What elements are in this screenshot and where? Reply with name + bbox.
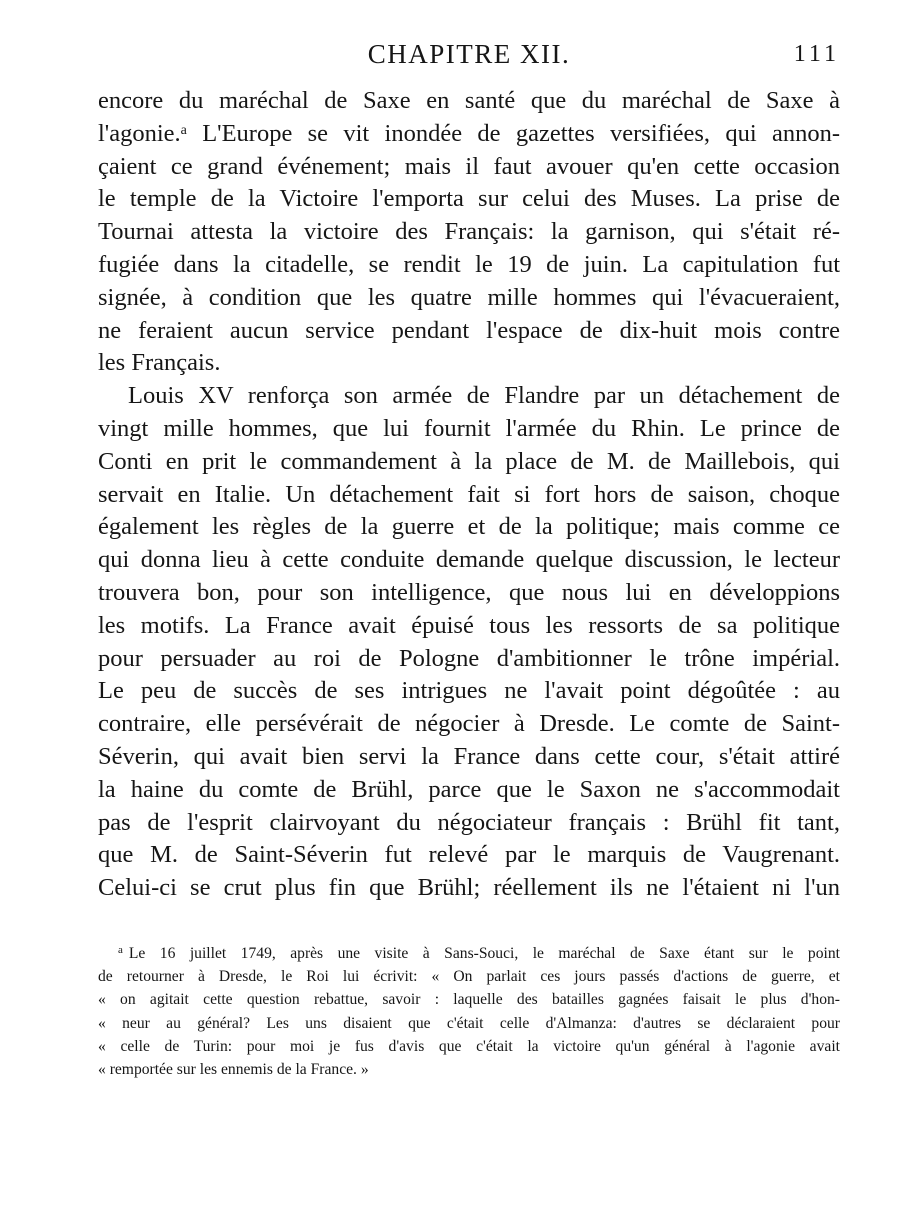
text-line: Le peu de succès de ses intrigues ne l'avait point dégoûtée : au <box>98 677 840 705</box>
footnote-line: « remportée sur les ennemis de la France. » <box>98 1060 369 1078</box>
text-line: contraire, elle persévérait de négocier à Dresde. Le comte de Saint- <box>98 710 840 738</box>
footnote-line: $^a$ Le 16 juillet 1749, après une visite à Sans-Souci, le maréchal de Saxe étant sur le point <box>118 944 840 962</box>
footnote-line: de retourner à Dresde, le Roi lui écrivit: « On parlait ces jours passés d'actions de guerre, et <box>98 968 840 986</box>
footnote-line: « neur au général? Les uns disaient que c'était celle d'Almanza: d'autres se déclaraient pour <box>98 1014 840 1032</box>
page-number: 111 <box>793 41 840 67</box>
text-line: signée, à condition que les quatre mille hommes qui l'évacueraient, <box>98 283 840 311</box>
text-line: le temple de la Victoire l'emporta sur celui des Muses. La prise de <box>98 185 840 213</box>
paragraph-start-line: Louis XV renforça son armée de Flandre par un détachement de <box>128 382 840 410</box>
text-line: Tournai attesta la victoire des Français: la garnison, qui s'était ré- <box>98 218 840 246</box>
text-line: trouvera bon, pour son intelligence, que nous lui en développions <box>98 578 840 606</box>
main-text <box>98 85 840 905</box>
footnote-label: a <box>118 944 123 956</box>
running-head <box>98 34 840 74</box>
text-line: ne feraient aucun service pendant l'espace de dix-huit mois contre <box>98 316 840 344</box>
text-line: vingt mille hommes, que lui fournit l'armée du Rhin. Le prince de <box>98 414 840 442</box>
footnote-reference[interactable]: a <box>180 122 187 138</box>
text-line: les motifs. La France avait épuisé tous les ressorts de sa politique <box>98 611 840 639</box>
text-line: Séverin, qui avait bien servi la France dans cette cour, s'était attiré <box>98 742 840 770</box>
text-line: également les règles de la guerre et de la politique; mais comme ce <box>98 513 840 541</box>
text-line: l'agonie.$^a$ L'Europe se vit inondée de gazettes versifiées, qui annon- <box>98 119 840 147</box>
chapter-title: CHAPITRE XII. <box>367 39 571 69</box>
footnote-line: « on agitait cette question rebattue, savoir : laquelle des batailles gagnées faisait le plus d'hon- <box>98 991 840 1009</box>
footnotes <box>98 942 840 1081</box>
text-line: encore du maréchal de Saxe en santé que du maréchal de Saxe à <box>98 87 840 114</box>
text-line: les Français. <box>98 349 221 377</box>
text-line: fugiée dans la citadelle, se rendit le 19 de juin. La capitulation fut <box>98 250 840 278</box>
text-line: Conti en prit le commandement à la place de M. de Maillebois, qui <box>98 447 840 475</box>
text-line: qui donna lieu à cette conduite demande quelque discussion, le lecteur <box>98 546 840 574</box>
text-line: servait en Italie. Un détachement fait si fort hors de saison, choque <box>98 480 840 508</box>
text-line: pas de l'esprit clairvoyant du négociateur français : Brühl fit tant, <box>98 808 840 836</box>
footnote-line: « celle de Turin: pour moi je fus d'avis que c'était la victoire qu'un général à l'agonie avait <box>98 1037 840 1055</box>
text-line: la haine du comte de Brühl, parce que le Saxon ne s'accommodait <box>98 775 840 803</box>
text-line: que M. de Saint-Séverin fut relevé par le marquis de Vaugrenant. <box>98 841 840 869</box>
text-line: çaient ce grand événement; mais il faut avouer qu'en cette occasion <box>98 152 840 180</box>
text-line: Celui-ci se crut plus fin que Brühl; réellement ils ne l'étaient ni l'un <box>98 874 840 902</box>
text-line: pour persuader au roi de Pologne d'ambitionner le trône impérial. <box>98 644 840 672</box>
